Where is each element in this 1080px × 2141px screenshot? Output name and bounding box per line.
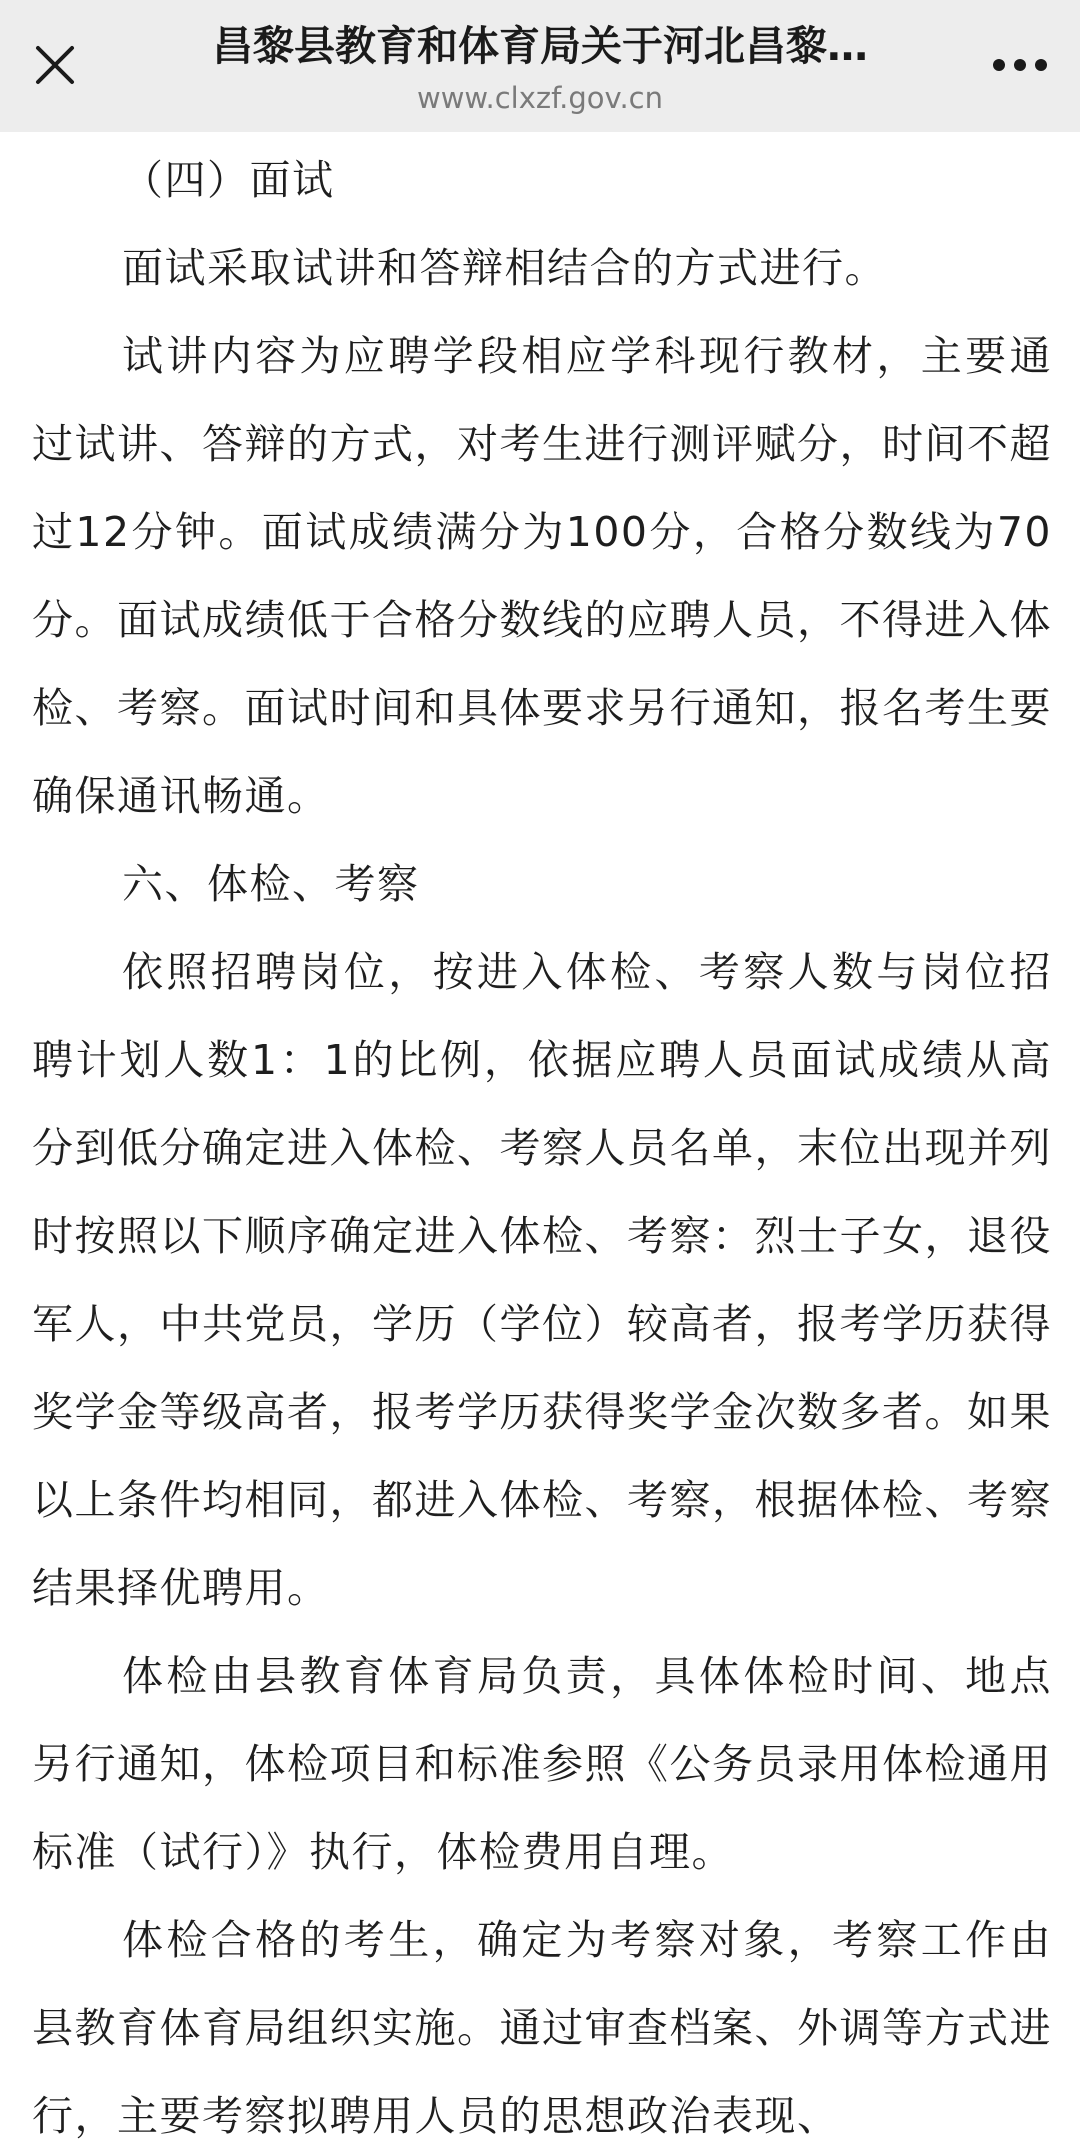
top-bar xyxy=(0,0,1080,132)
paragraph: 试讲内容为应聘学段相应学科现行教材，主要通过试讲、答辩的方式，对考生进行测评赋分，时间不超过12分钟。面试成绩满分为100分，合格分数线为70分。面试成绩低于合格分数线的应聘人员，不得进入体检、考察。面试时间和具体要求另行通知，报名考生要确保通讯畅通。 xyxy=(32,332,1052,820)
article-body xyxy=(32,136,1052,2141)
paragraph: 依照招聘岗位，按进入体检、考察人数与岗位招聘计划人数1：1的比例，依据应聘人员面试成绩从高分到低分确定进入体检、考察人员名单，末位出现并列时按照以下顺序确定进入体检、考察：烈士子女，退役军人，中共党员，学历（学位）较高者，报考学历获得奖学金等级高者，报考学历获得奖学金次数多者。如果以上条件均相同，都进入体检、考察，根据体检、考察结果择优聘用。 xyxy=(32,948,1052,1612)
page-url: www.clxzf.gov.cn xyxy=(416,81,664,115)
more-icon xyxy=(992,58,1048,72)
paragraph: 面试采取试讲和答辩相结合的方式进行。 xyxy=(122,244,887,292)
title-area xyxy=(130,18,950,118)
close-button[interactable] xyxy=(20,30,90,100)
section-heading-exam: 六、体检、考察 xyxy=(122,860,420,908)
paragraph: 体检由县教育体育局负责，具体体检时间、地点另行通知，体检项目和标准参照《公务员录用体检通用标准（试行）》执行，体检费用自理。 xyxy=(32,1652,1052,1876)
paragraph: 体检合格的考生，确定为考察对象，考察工作由县教育体育局组织实施。通过审查档案、外调等方式进行，主要考察拟聘用人员的思想政治表现、 xyxy=(32,1916,1052,2140)
close-icon xyxy=(34,44,76,86)
section-heading-interview: （四）面试 xyxy=(122,156,335,204)
more-button[interactable] xyxy=(980,30,1060,100)
page-title: 昌黎县教育和体育局关于河北昌黎… xyxy=(212,22,868,70)
